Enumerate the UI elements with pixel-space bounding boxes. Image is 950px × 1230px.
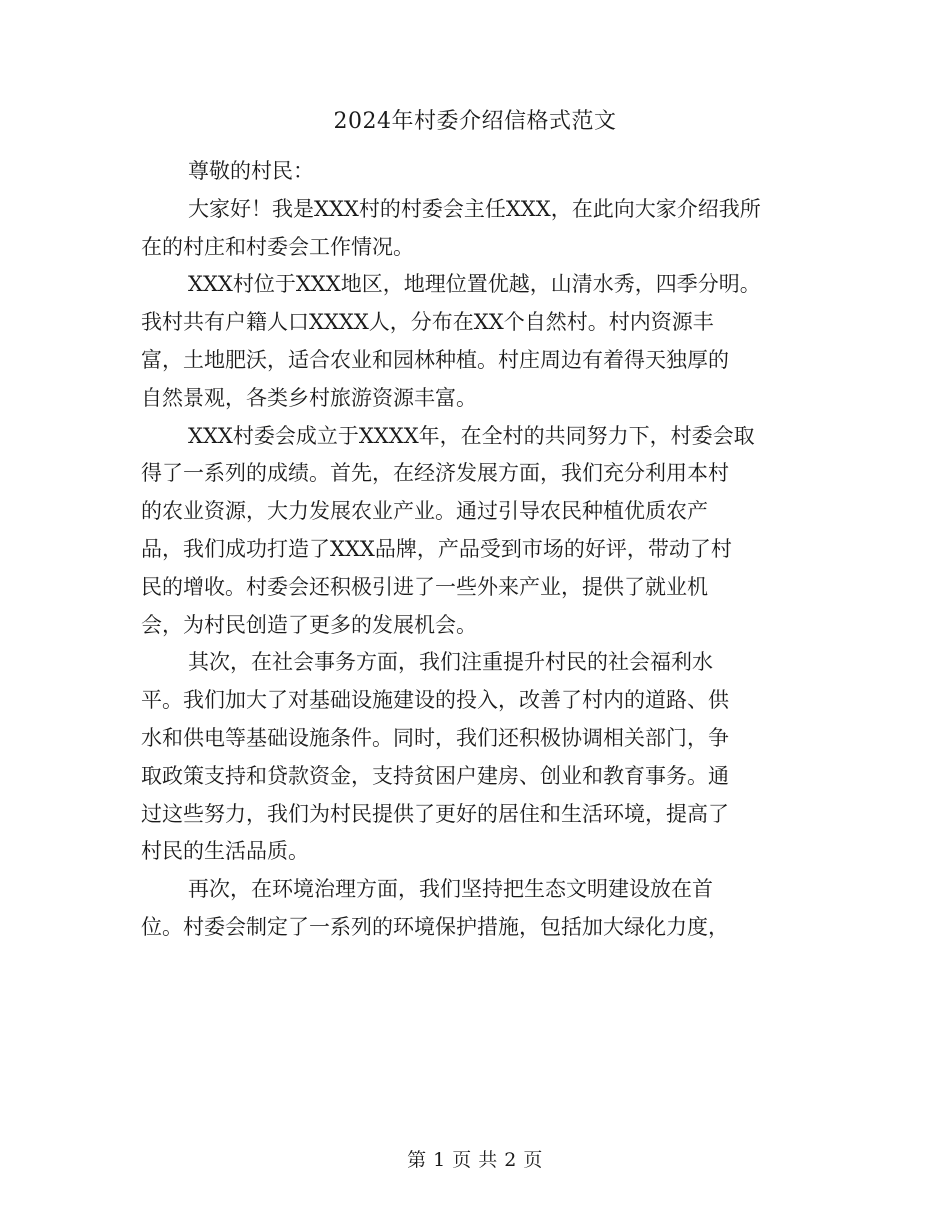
paragraph-line: XXX村委会成立于XXXX年，在全村的共同努力下，村委会取 [188,423,755,448]
paragraph-line: 的农业资源，大力发展农业产业。通过引导农民种植优质农产 [141,499,708,524]
paragraph-line: 其次，在社会事务方面，我们注重提升村民的社会福利水 [188,650,713,675]
paragraph-line: 平。我们加大了对基础设施建设的投入，改善了村内的道路、供 [141,688,729,713]
paragraph-line: 自然景观，各类乡村旅游资源丰富。 [141,385,477,410]
paragraph-line: 再次，在环境治理方面，我们坚持把生态文明建设放在首 [188,877,713,902]
paragraph-line: 过这些努力，我们为村民提供了更好的居住和生活环境，提高了 [141,801,729,826]
paragraph-line: 会，为村民创造了更多的发展机会。 [141,612,477,637]
paragraph-line: 得了一系列的成绩。首先，在经济发展方面，我们充分利用本村 [141,461,729,486]
paragraph-line: 在的村庄和村委会工作情况。 [141,234,414,259]
document-title: 2024年村委介绍信格式范文 [333,109,617,134]
page-footer: 第 1 页 共 2 页 [407,1149,543,1171]
paragraph-line: 大家好！我是XXX村的村委会主任XXX，在此向大家介绍我所 [188,196,761,221]
paragraph-line: 村民的生活品质。 [141,839,309,864]
salutation-line: 尊敬的村民： [188,159,314,183]
paragraph-line: 位。村委会制定了一系列的环境保护措施，包括加大绿化力度， [141,914,729,939]
paragraph-line: 水和供电等基础设施条件。同时，我们还积极协调相关部门，争 [141,725,729,750]
paragraph-line: 我村共有户籍人口XXXX人，分布在XX个自然村。村内资源丰 [141,310,714,335]
paragraph-line: 富，土地肥沃，适合农业和园林种植。村庄周边有着得天独厚的 [141,347,729,372]
paragraph-line: 品，我们成功打造了XXX品牌，产品受到市场的好评，带动了村 [141,536,732,561]
paragraph-line: 取政策支持和贷款资金，支持贫困户建房、创业和教育事务。通 [141,763,729,788]
document-body [141,153,811,947]
paragraph-line: 民的增收。村委会还积极引进了一些外来产业，提供了就业机 [141,574,708,599]
paragraph-line: XXX村位于XXX地区，地理位置优越，山清水秀，四季分明。 [188,272,761,297]
